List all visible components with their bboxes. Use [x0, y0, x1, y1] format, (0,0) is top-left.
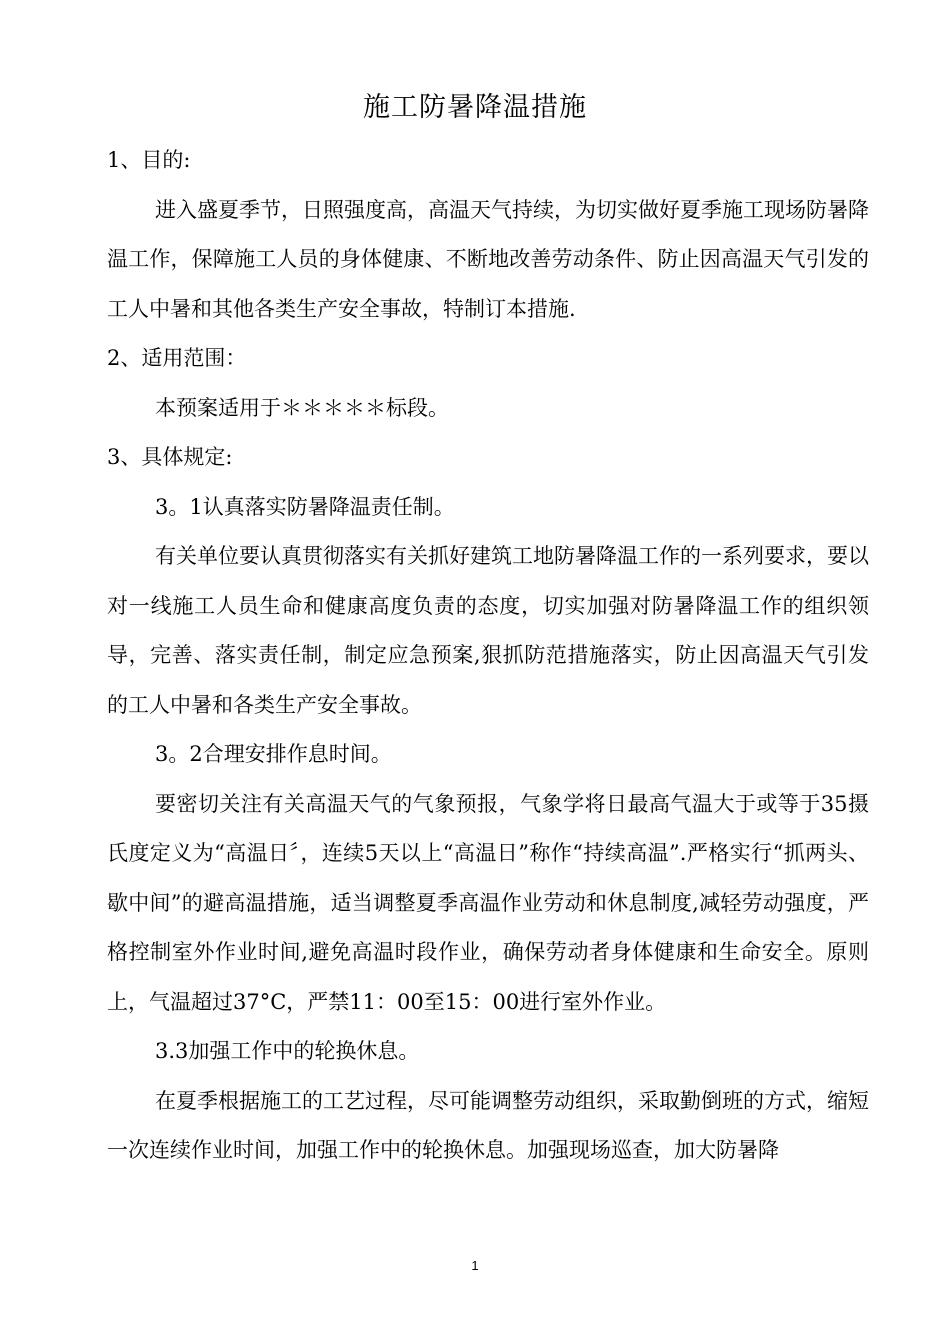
section-3-3-paragraph: 在夏季根据施工的工艺过程，尽可能调整劳动组织，采取勤倒班的方式，缩短一次连续作业时间，加强工作中的轮换休息。加强现场巡查，加大防暑降 [107, 1088, 869, 1162]
section-3-2-paragraph: 要密切关注有关高温天气的气象预报，气象学将日最高气温大于或等于35摄氏度定义为“高温日〞，连续5天以上“高温日”称作“持续高温”.严格实行“抓两头、歇中间”的避高温措施，适当调整夏季高温作业劳动和休息制度,减轻劳动强度，严格控制室外作业时间,避免高温时段作业，确保劳动者身体健康和生命安全。原则上，气温超过37°C，严禁11：00至15：00进行室外作业。 [107, 791, 869, 1014]
section-3-2-heading: 3。2合理安排作息时间。 [155, 742, 392, 766]
section-3-heading: 3、具体规定: [107, 445, 233, 469]
section-1-paragraph: 进入盛夏季节，日照强度高，高温天气持续，为切实做好夏季施工现场防暑降温工作，保障施工人员的身体健康、不断地改善劳动条件、防止因高温天气引发的工人中暑和其他各类生产安全事故，特制订本措施. [107, 197, 869, 321]
section-3-1-heading: 3。1认真落实防暑降温责任制。 [155, 494, 455, 519]
section-1-heading: 1、目的: [107, 148, 191, 172]
section-3-1-paragraph: 有关单位要认真贯彻落实有关抓好建筑工地防暑降温工作的一系列要求，要以对一线施工人员生命和健康高度负责的态度，切实加强对防暑降温工作的组织领导，完善、落实责任制，制定应急预案,狠抓防范措施落实，防止因高温天气引发的工人中暑和各类生产安全事故。 [107, 544, 869, 717]
section-3-3-heading: 3.3加强工作中的轮换休息。 [155, 1039, 420, 1063]
document-title: 施工防暑降温措施 [363, 92, 587, 123]
document-body [107, 136, 869, 1176]
section-2-heading: 2、适用范围： [107, 346, 247, 370]
page-number: 1 [471, 1258, 479, 1273]
section-2-paragraph: 本预案适用于＊＊＊＊＊标段。 [155, 395, 449, 420]
